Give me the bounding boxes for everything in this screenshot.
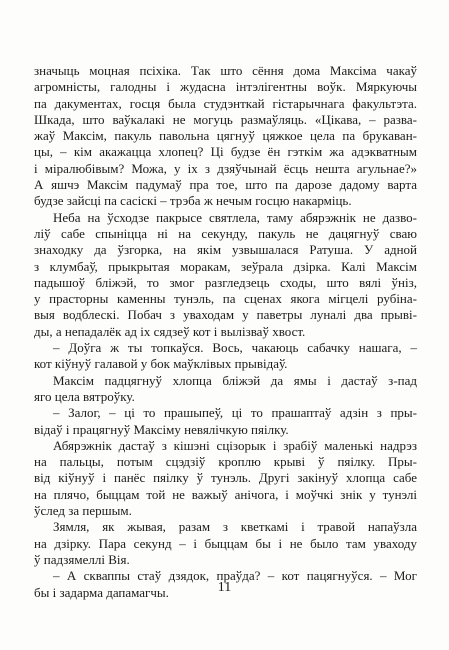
paragraph <box>34 373 417 406</box>
text-line: – А скваппы стаў дзядок, праўда? – кот пацягнуўся. – Мог <box>53 568 417 584</box>
text-line: відаў і працягнуў Максіму невялічкую пяілку. <box>34 421 289 437</box>
text-line: бы і задарма дапамагчы. <box>34 584 169 600</box>
text-line: на плячо, быццам той не важыў анічога, і моўчкі знік у тунэлі <box>34 486 417 502</box>
text-line: яго цела вятроўку. <box>34 388 135 404</box>
text-line: будзе зайсці па сасіскі – трэба ж нечым госцю накарміць. <box>34 193 352 209</box>
text-line: А яшчэ Максім падумаў пра тое, што па дарозе дадому варта <box>34 177 417 193</box>
text-line: Зямля, як жывая, разам з кветкамі і травой напаўзла <box>53 519 417 535</box>
text-line: ўслед за першым. <box>34 503 132 519</box>
text-line: Шкада, што ваўкалакі не могуць размаўляць. «Цікава, – разва- <box>34 111 417 127</box>
text-line: у прасторны каменны тунэль, па сценах якога мігцелі рубіна- <box>34 291 417 307</box>
paragraph <box>34 405 417 438</box>
text-line: на пальцы, потым сцэдзіў кроплю крыві ў пяілку. Пры- <box>34 454 417 470</box>
text-line: жаў Максім, пакуль павольна цягнуў цяжкое цела па брукаван- <box>34 128 417 144</box>
text-line: Абярэжнік дастаў з кішэні сцізорык і зрабіў маленькі надрэз <box>53 437 417 453</box>
text-line: падышоў бліжэй, то змог разгледзець сходы, што вялі ўніз, <box>34 274 417 290</box>
text-line: кот кіўнуў галавой у бок маўклівых прывідаў. <box>34 356 288 372</box>
text-line: і міралюбівым? Можа, у іх з дзяўчынай ёсць нешта агульнае?» <box>34 160 417 176</box>
paragraph <box>34 438 417 519</box>
text-line: на дзірку. Пара секунд – і быццам бы і не было там уваходу <box>34 535 417 551</box>
text-line: – Залог, – ці то прашыпеў, ці то прашаптаў адзін з пры- <box>53 405 417 421</box>
paragraph <box>34 63 417 210</box>
paragraph <box>34 519 417 568</box>
text-line: па дакументах, госця была студэнткай гістарычнага факультэта. <box>34 95 417 111</box>
text-line: ў падзямеллі Вія. <box>34 551 130 567</box>
text-line: – Доўга ж ты топкаўся. Вось, чакаюць сабачку нашага, – <box>53 340 417 356</box>
text-line: ліў сабе спыніцца ні на секунду, пакуль не дацягнуў сваю <box>34 225 417 241</box>
text-line: Максім падцягнуў хлопца бліжэй да ямы і дастаў з-пад <box>53 372 417 388</box>
text-line: з клумбаў, прыкрытая моракам, зеўрала дзірка. Калі Максім <box>34 258 417 274</box>
paragraph <box>34 340 417 373</box>
page-number: 11 <box>217 580 232 595</box>
text-line: ды, а непадалёк ад іх сядзеў кот і вылізваў хвост. <box>34 323 306 339</box>
text-line: від кіўнуў і панёс пяілку ў тунэль. Другі закінуў хлопца сабе <box>34 470 417 486</box>
text-line: значыць моцная псіхіка. Так што сёння дома Максіма чакаў <box>34 63 417 78</box>
text-line: знаходку да ўзгорка, на якім узвышалася Ратуша. У адной <box>34 242 417 258</box>
body-text <box>34 63 417 601</box>
text-line: Неба на ўсходзе пакрысе святлела, таму абярэжнік не дазво- <box>53 209 417 225</box>
text-line: агромністы, галодны і жудасна інтэлігентны воўк. Мяркуючы <box>34 79 417 95</box>
paragraph <box>34 210 417 340</box>
text-line: цы, – кім акажацца хлопец? Ці будзе ён гэткім жа адэкватным <box>34 144 417 160</box>
text-line: выя водблескі. Побач з уваходам у паветры луналі два прыві- <box>34 307 417 323</box>
